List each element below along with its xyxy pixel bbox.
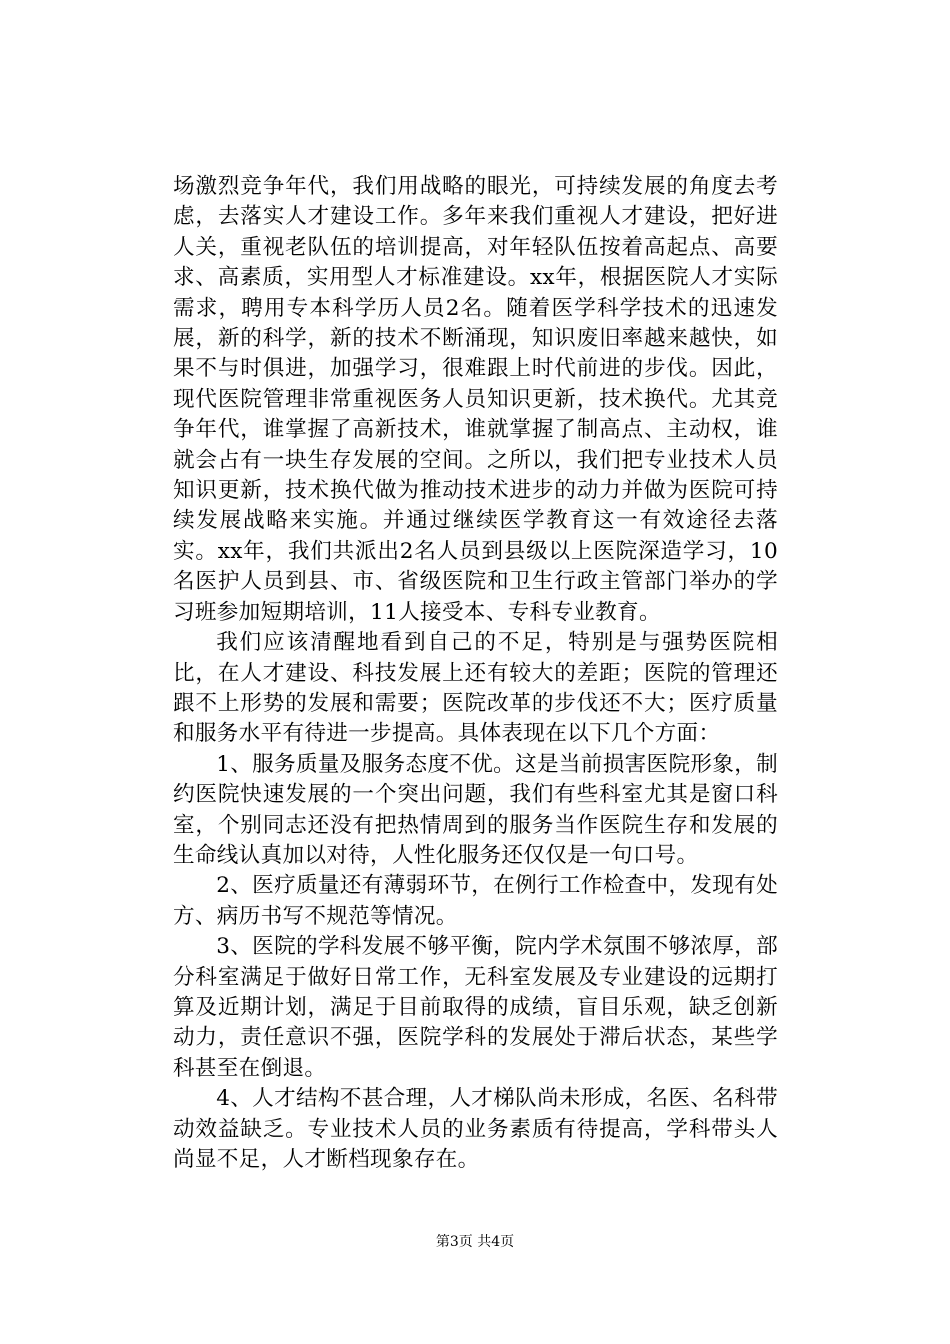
paragraph-2: 我们应该清醒地看到自己的不足，特别是与强势医院相比，在人才建设、科技发展上还有较大的差距；医院的管理还跟不上形势的发展和需要；医院改革的步伐还不大；医疗质量和服务水平有待进一步提高。具体表现在以下几个方面： [173,630,778,747]
document-body [173,172,778,1175]
paragraph-6: 4、人才结构不甚合理，人才梯队尚未形成，名医、名科带动效益缺乏。专业技术人员的业务素质有待提高，学科带头人尚显不足，人才断档现象存在。 [173,1086,778,1172]
paragraph-4: 2、医疗质量还有薄弱环节，在例行工作检查中，发现有处方、病历书写不规范等情况。 [173,873,778,929]
paragraph-5: 3、医院的学科发展不够平衡，院内学术氛围不够浓厚，部分科室满足于做好日常工作，无科室发展及专业建设的远期打算及近期计划，满足于目前取得的成绩，盲目乐观，缺乏创新动力，责任意识不强，医院学科的发展处于滞后状态，某些学科甚至在倒退。 [173,934,778,1081]
paragraph-3: 1、服务质量及服务态度不优。这是当前损害医院形象，制约医院快速发展的一个突出问题，我们有些科室尤其是窗口科室，个别同志还没有把热情周到的服务当作医院生存和发展的生命线认真加以对待，人性化服务还仅仅是一句口号。 [173,751,778,868]
paragraph-1: 场激烈竞争年代，我们用战略的眼光，可持续发展的角度去考虑，去落实人才建设工作。多年来我们重视人才建设，把好进人关，重视老队伍的培训提高，对年轻队伍按着高起点、高要求、高素质，实用型人才标准建设。xx年，根据医院人才实际需求，聘用专本科学历人员2名。随着医学科学技术的迅速发展，新的科学，新的技术不断涌现，知识废旧率越来越快，如果不与时俱进，加强学习，很难跟上时代前进的步伐。因此，现代医院管理非常重视医务人员知识更新，技术换代。尤其竞争年代，谁掌握了高新技术，谁就掌握了制高点、主动权，谁就会占有一块生存发展的空间。之所以，我们把专业技术人员知识更新，技术换代做为推动技术进步的动力并做为医院可持续发展战略来实施。并通过继续医学教育这一有效途径去落实。xx年，我们共派出2名人员到县级以上医院深造学习，10名医护人员到县、市、省级医院和卫生行政主管部门举办的学习班参加短期培训，11人接受本、专科专业教育。 [173,174,778,625]
page-number-footer: 第3页 共4页 [435,1234,515,1250]
